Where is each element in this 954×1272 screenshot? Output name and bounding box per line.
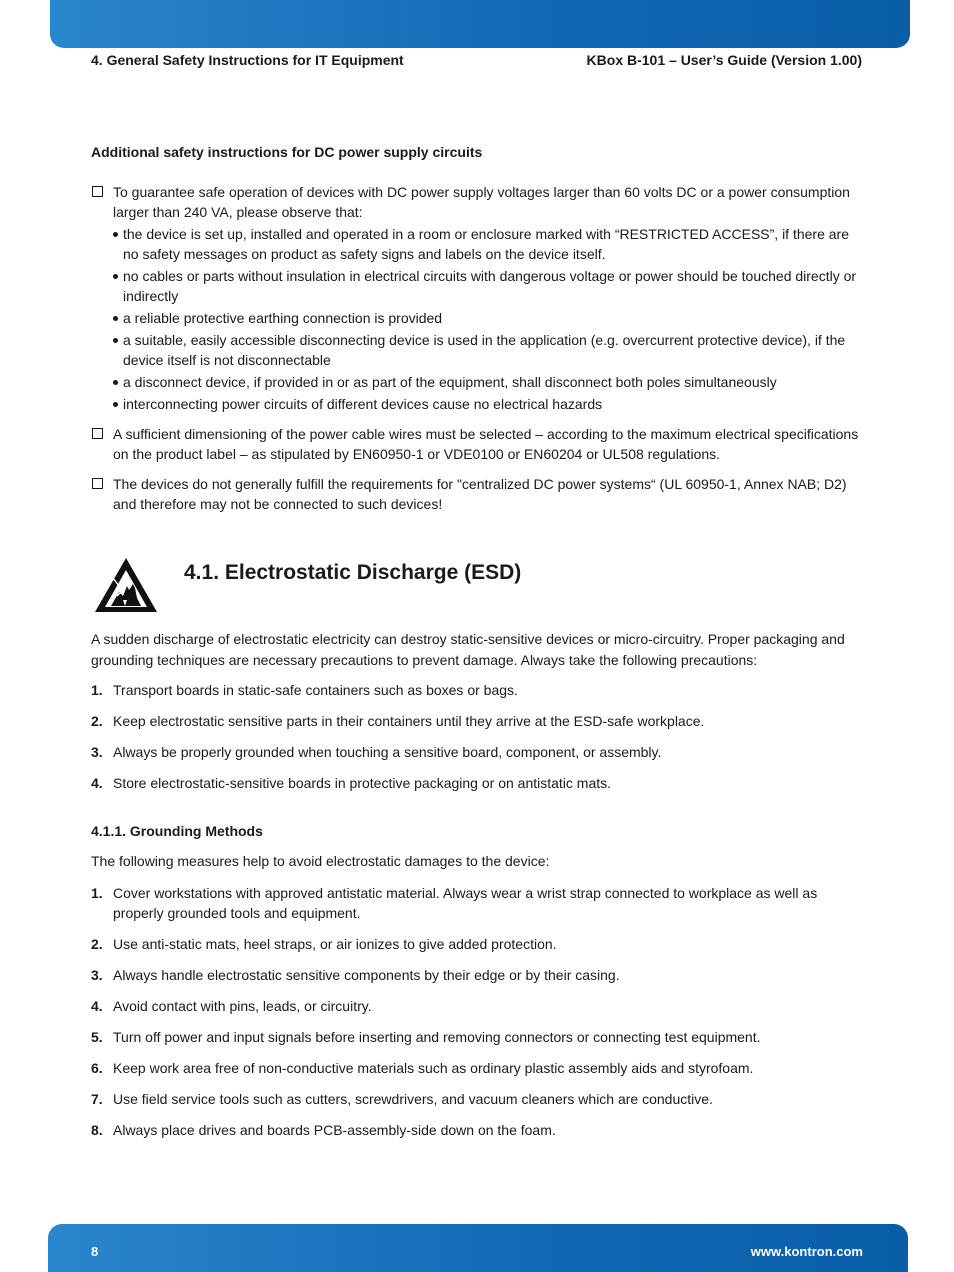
bullet-dot-icon — [113, 274, 118, 279]
checkbox-bullet-icon — [92, 478, 103, 489]
esd-intro-paragraph: A sudden discharge of electrostatic electricity can destroy static-sensitive devices or micro-circuitry. Proper packaging and grounding techniques are necessary precautions to prevent damage. Always take the following precautions: — [91, 631, 845, 668]
bullet-dot-icon — [113, 380, 118, 385]
list-item: 3. Always be properly grounded when touching a sensitive board, component, or assembly. — [91, 744, 662, 760]
esd-warning-icon — [93, 556, 159, 614]
esd-precautions-list — [91, 680, 863, 793]
list-item: 1. Cover workstations with approved antistatic material. Always wear a wrist strap connected to workplace as well as properly grounded tools and equipment. — [91, 885, 818, 921]
top-banner — [50, 0, 910, 48]
list-item: 2. Use anti-static mats, heel straps, or air ionizes to give added protection. — [91, 936, 557, 952]
website-link[interactable]: www.kontron.com — [750, 1244, 863, 1259]
grounding-intro-paragraph: The following measures help to avoid electrostatic damages to the device: — [91, 853, 550, 869]
dc-check-item-1-text: To guarantee safe operation of devices with DC power supply voltages larger than 60 volts DC or a power consumption larger than 240 VA, please observe that: — [113, 184, 850, 220]
dc-check-item-1 — [91, 182, 863, 416]
document-title-header: KBox B-101 – User’s Guide (Version 1.00) — [586, 52, 862, 68]
esd-section-title: 4.1. Electrostatic Discharge (ESD) — [184, 561, 522, 584]
list-item: the device is set up, installed and operated in a room or enclosure marked with “RESTRICTED ACCESS”, if there are no safety messages on product as safety signs and labels on the device itself. — [113, 224, 863, 264]
bullet-dot-icon — [113, 402, 118, 407]
list-item: 2. Keep electrostatic sensitive parts in their containers until they arrive at the ESD-safe workplace. — [91, 713, 705, 729]
list-item: 1. Transport boards in static-safe containers such as boxes or bags. — [91, 682, 518, 698]
bullet-dot-icon — [113, 316, 118, 321]
footer-banner — [48, 1224, 908, 1272]
dc-section-heading: Additional safety instructions for DC power supply circuits — [91, 144, 483, 160]
list-item: a reliable protective earthing connection is provided — [113, 308, 863, 328]
chapter-header: 4. General Safety Instructions for IT Equipment — [91, 52, 404, 68]
list-item: 5. Turn off power and input signals before inserting and removing connectors or connecting test equipment. — [91, 1029, 761, 1045]
dc-bullet-list — [113, 224, 863, 414]
list-item: a disconnect device, if provided in or as part of the equipment, shall disconnect both poles simultaneously — [113, 372, 863, 392]
bullet-dot-icon — [113, 232, 118, 237]
list-item: no cables or parts without insulation in electrical circuits with dangerous voltage or power should be touched directly or indirectly — [113, 266, 863, 306]
page-number: 8 — [91, 1244, 99, 1259]
list-item: 4. Store electrostatic-sensitive boards in protective packaging or on antistatic mats. — [91, 775, 612, 791]
list-item: 6. Keep work area free of non-conductive materials such as ordinary plastic assembly aids and styrofoam. — [91, 1060, 754, 1076]
grounding-methods-heading: 4.1.1. Grounding Methods — [91, 823, 263, 839]
dc-check-item-2: A sufficient dimensioning of the power cable wires must be selected – according to the maximum electrical specifications on the product label – as stipulated by EN60950-1 or VDE0100 or EN60204 or UL508 regulations. — [91, 424, 863, 464]
list-item: interconnecting power circuits of different devices cause no electrical hazards — [113, 394, 863, 414]
dc-check-item-3: The devices do not generally fulfill the requirements for "centralized DC power systems“ (UL 60950-1, Annex NAB; D2) and therefore may not be connected to such devices! — [91, 474, 863, 514]
checkbox-bullet-icon — [92, 428, 103, 439]
list-item: 3. Always handle electrostatic sensitive components by their edge or by their casing. — [91, 967, 620, 983]
checkbox-bullet-icon — [92, 186, 103, 197]
list-item: a suitable, easily accessible disconnecting device is used in the application (e.g. overcurrent protective device), if the device itself is not disconnectable — [113, 330, 863, 370]
list-item: 7. Use field service tools such as cutters, screwdrivers, and vacuum cleaners which are conductive. — [91, 1091, 713, 1107]
list-item: 4. Avoid contact with pins, leads, or circuitry. — [91, 998, 372, 1014]
list-item: 8. Always place drives and boards PCB-assembly-side down on the foam. — [91, 1122, 556, 1138]
grounding-steps-list — [91, 883, 863, 1140]
bullet-dot-icon — [113, 338, 118, 343]
